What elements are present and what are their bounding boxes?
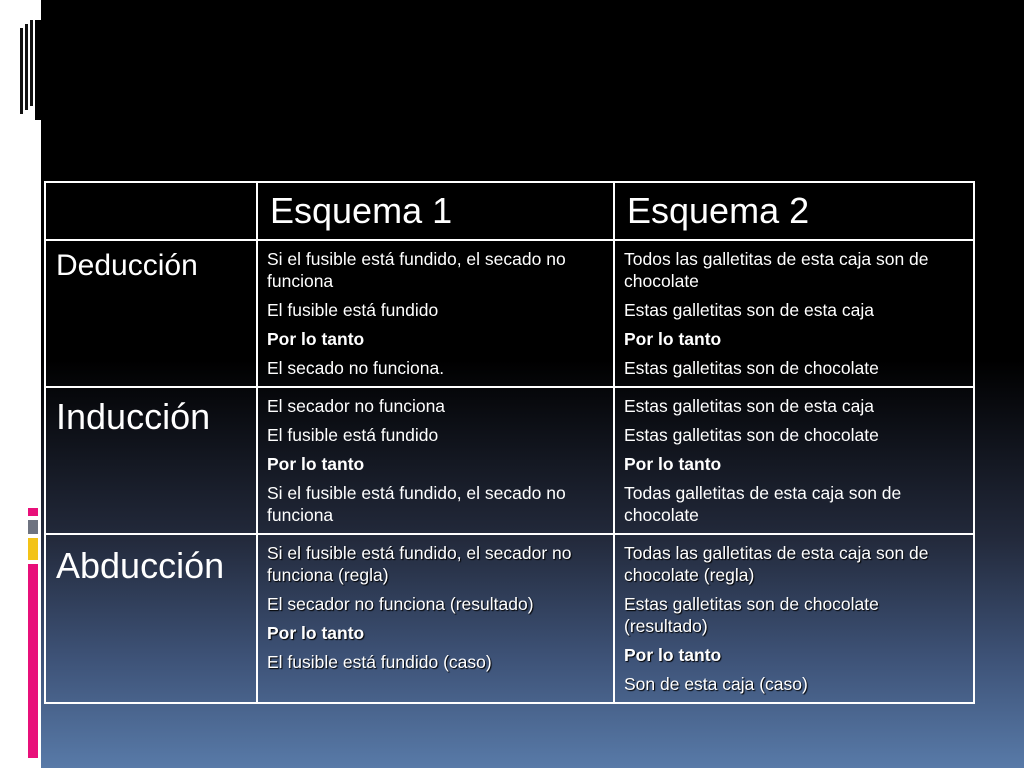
- cell-line: El fusible está fundido: [267, 425, 439, 445]
- row-abduccion: [45, 534, 974, 703]
- cell-line: Estas galletitas son de chocolate: [624, 358, 879, 378]
- cell-induccion-esquema-1: [257, 387, 614, 534]
- cell-line: El secador no funciona: [267, 396, 446, 416]
- cell-line-conclusion-marker: Por lo tanto: [267, 329, 365, 349]
- comparison-table: [44, 181, 975, 704]
- cell-line-conclusion-marker: Por lo tanto: [624, 645, 722, 665]
- cell-line: Todas las galletitas de esta caja son de chocolate (regla): [624, 543, 929, 585]
- cell-line: Todas galletitas de esta caja son de chocolate: [624, 483, 902, 525]
- header-esquema-1: Esquema 1: [257, 182, 614, 240]
- cell-abduccion-esquema-1: [257, 534, 614, 703]
- header-esquema-2: Esquema 2: [614, 182, 974, 240]
- cell-line: Estas galletitas son de esta caja: [624, 396, 875, 416]
- cell-line: Estas galletitas son de esta caja: [624, 300, 875, 320]
- row-label-abduccion: Abducción: [45, 534, 257, 703]
- cell-line-conclusion-marker: Por lo tanto: [267, 454, 365, 474]
- cell-line: El fusible está fundido: [267, 300, 439, 320]
- header-corner-cell: [45, 182, 257, 240]
- header-row: [45, 182, 974, 240]
- papers-stack-icon: [20, 20, 41, 120]
- cell-deduccion-esquema-1: [257, 240, 614, 387]
- cell-line: El fusible está fundido (caso): [267, 652, 492, 672]
- cell-line: El secado no funciona.: [267, 358, 445, 378]
- row-induccion: [45, 387, 974, 534]
- cell-line: Son de esta caja (caso): [624, 674, 808, 694]
- cell-line: Todos las galletitas de esta caja son de chocolate: [624, 249, 929, 291]
- cell-line: Si el fusible está fundido, el secado no funciona: [267, 249, 566, 291]
- cell-line-conclusion-marker: Por lo tanto: [624, 454, 722, 474]
- cell-line: El secador no funciona (resultado): [267, 594, 534, 614]
- cell-induccion-esquema-2: [614, 387, 974, 534]
- cell-abduccion-esquema-2: [614, 534, 974, 703]
- cell-deduccion-esquema-2: [614, 240, 974, 387]
- cell-line-conclusion-marker: Por lo tanto: [267, 623, 365, 643]
- cell-line: Si el fusible está fundido, el secador no funciona (regla): [267, 543, 572, 585]
- accent-bars: [28, 508, 38, 758]
- cell-line-conclusion-marker: Por lo tanto: [624, 329, 722, 349]
- row-label-deduccion: Deducción: [45, 240, 257, 387]
- cell-line: Estas galletitas son de chocolate (resultado): [624, 594, 879, 636]
- row-label-induccion: Inducción: [45, 387, 257, 534]
- row-deduccion: [45, 240, 974, 387]
- cell-line: Si el fusible está fundido, el secado no funciona: [267, 483, 566, 525]
- cell-line: Estas galletitas son de chocolate: [624, 425, 879, 445]
